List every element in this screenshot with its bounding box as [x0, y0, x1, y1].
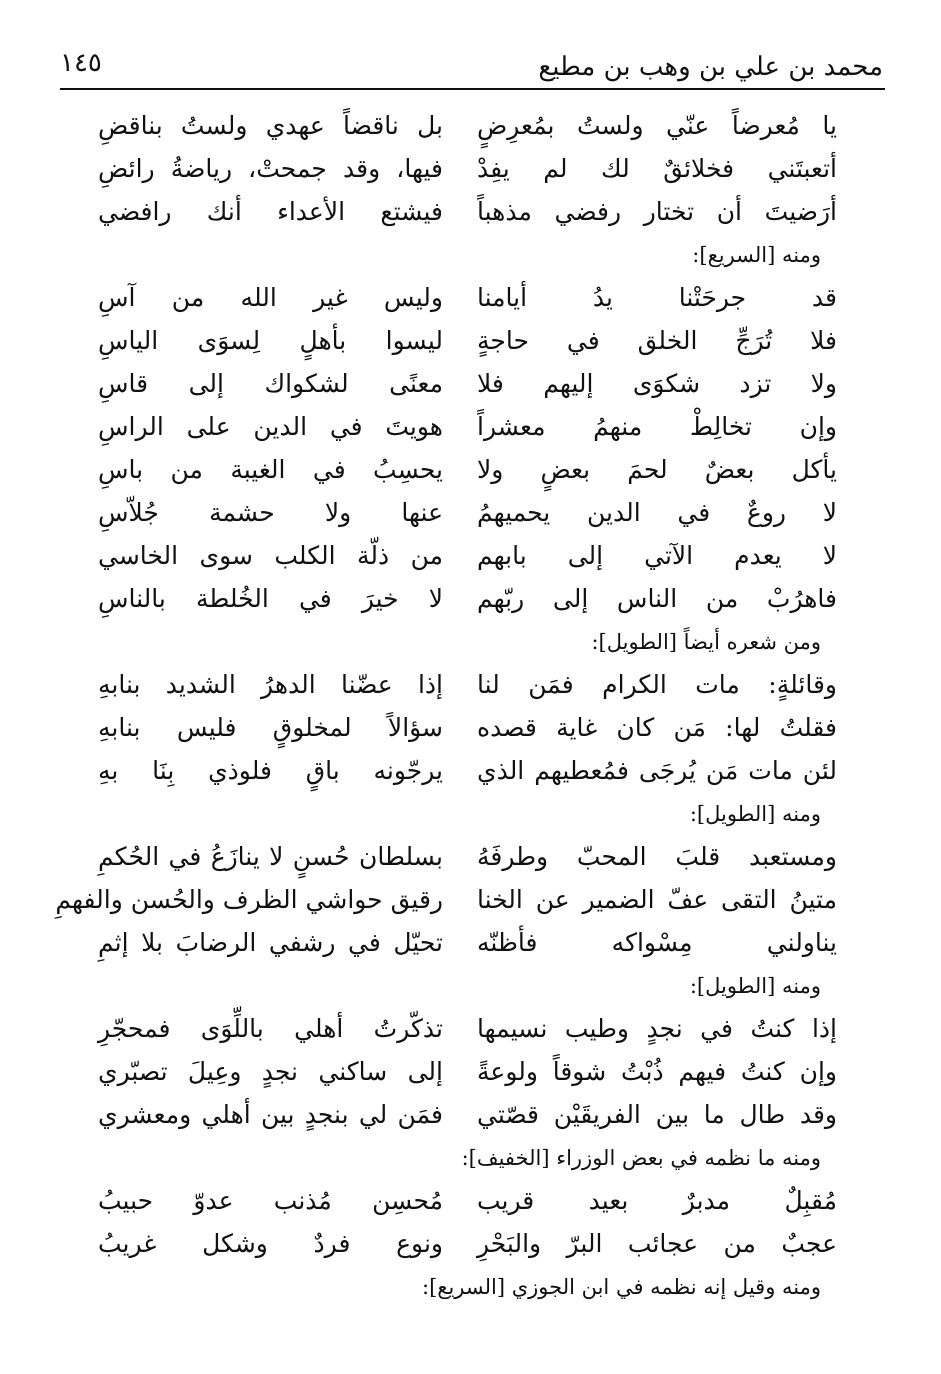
verse-second-hemistich: بسلطان حُسنٍ لا ينازَعُ في الحُكمِ: [98, 842, 443, 871]
verse-line: [0, 276, 941, 319]
verse-first-hemistich: عجبٌ من عجائب البرّ والبَحْرِ: [477, 1229, 837, 1258]
section-intro: [0, 620, 941, 663]
verse-second-hemistich: مُحسِن مُذنب عدوّ حبيبُ: [98, 1186, 443, 1215]
verse-second-hemistich: ونوع فردٌ وشكل غريبُ: [98, 1229, 443, 1258]
verse-first-hemistich: مُقبِلٌ مدبرٌ بعيد قريب: [477, 1186, 837, 1215]
verse-line: [0, 1093, 941, 1136]
verse-first-hemistich: يأكل بعضٌ لحمَ بعضٍ ولا: [477, 455, 837, 484]
verse-line: [0, 1007, 941, 1050]
verse-second-hemistich: فمَن لي بنجدٍ بين أهلي ومعشري: [98, 1100, 443, 1129]
verse-line: [0, 835, 941, 878]
verse-first-hemistich: ولا تزد شكوَى إليهم فلا: [477, 369, 837, 398]
meter-intro: ومنه وقيل إنه نظمه في ابن الجوزي [السريع]:: [422, 1275, 821, 1299]
verse-first-hemistich: وقد طال ما بين الفريقَيْن قصّتي: [477, 1100, 837, 1129]
verse-second-hemistich: بل ناقضاً عهدي ولستُ بناقضِ: [98, 111, 443, 140]
verse-second-hemistich: رقيق حواشي الظرف والحُسن والفهمِ: [55, 885, 443, 914]
verse-second-hemistich: تذكّرتُ أهلي باللِّوَى فمحجّرِ: [98, 1014, 443, 1043]
verse-first-hemistich: وإن تخالِطْ منهمُ معشراً: [477, 412, 837, 441]
verse-line: [0, 104, 941, 147]
section-intro: [0, 964, 941, 1007]
verse-second-hemistich: لا خيرَ في الخُلطة بالناسِ: [98, 584, 443, 613]
verse-second-hemistich: ليسوا بأهلٍ لِسوَى الياسِ: [98, 326, 443, 355]
verse-first-hemistich: قد جرحَتْنا يدُ أيامنا: [477, 283, 837, 312]
verse-first-hemistich: لئن مات مَن يُرجَى فمُعطيهم الذي: [477, 756, 837, 785]
meter-intro: ومنه [الطويل]:: [689, 802, 821, 826]
verse-line: [0, 491, 941, 534]
verse-first-hemistich: وقائلةٍ: مات الكرام فمَن لنا: [477, 670, 837, 699]
verse-first-hemistich: يناولني مِسْواكه فأظنّه: [477, 928, 837, 957]
verse-line: [0, 319, 941, 362]
verse-second-hemistich: تحيّل في رشفي الرضابَ بلا إثمِ: [98, 928, 443, 957]
meter-intro: ومنه [الطويل]:: [689, 974, 821, 998]
verse-second-hemistich: سؤالاً لمخلوقٍ فليس بنابهِ: [98, 713, 443, 742]
verse-second-hemistich: عنها ولا حشمة جُلاّسِ: [98, 498, 443, 527]
verse-first-hemistich: إذا كنتُ في نجدٍ وطيب نسيمها: [477, 1014, 837, 1043]
verse-first-hemistich: فلا تُرَجِّ الخلق في حاجةٍ: [477, 326, 837, 355]
verse-second-hemistich: فيشتع الأعداء أنك رافضي: [98, 197, 443, 226]
section-intro: [0, 1136, 941, 1179]
verse-second-hemistich: وليس غير الله من آسِ: [98, 283, 443, 312]
verse-line: [0, 147, 941, 190]
verse-line: [0, 663, 941, 706]
meter-intro: ومنه [السريع]:: [692, 243, 821, 267]
verse-first-hemistich: لا روعٌ في الدين يحميهمُ: [477, 498, 837, 527]
verse-second-hemistich: إذا عضّنا الدهرُ الشديد بنابهِ: [98, 670, 443, 699]
section-intro: [0, 792, 941, 835]
section-intro: [0, 233, 941, 276]
verse-line: [0, 405, 941, 448]
running-title: محمد بن علي بن وهب بن مطيع: [538, 52, 883, 82]
verse-first-hemistich: فقلتُ لها: مَن كان غاية قصده: [477, 713, 837, 742]
verse-first-hemistich: وإن كنتُ فيهم ذُبْتُ شوقاً ولوعةً: [477, 1057, 837, 1086]
verse-second-hemistich: فيها، وقد جمحتْ، رياضةُ رائضِ: [98, 154, 443, 183]
verse-line: [0, 362, 941, 405]
verse-second-hemistich: هويتَ في الدين على الراسِ: [98, 412, 443, 441]
verse-second-hemistich: إلى ساكني نجدٍ وعِيلَ تصبّري: [98, 1057, 443, 1086]
verse-line: [0, 190, 941, 233]
verse-line: [0, 534, 941, 577]
verse-line: [0, 577, 941, 620]
meter-intro: ومنه ما نظمه في بعض الوزراء [الخفيف]:: [461, 1146, 821, 1170]
verse-line: [0, 706, 941, 749]
verse-first-hemistich: يا مُعرضاً عنّي ولستُ بمُعرِضٍ: [477, 111, 837, 140]
meter-intro: ومن شعره أيضاً [الطويل]:: [591, 630, 821, 654]
header-divider: [60, 88, 885, 90]
verse-line: [0, 1222, 941, 1265]
verse-line: [0, 921, 941, 964]
verse-line: [0, 448, 941, 491]
page-header: [60, 42, 883, 88]
verse-first-hemistich: لا يعدم الآتي إلى بابهم: [477, 541, 837, 570]
verse-first-hemistich: ومستعبد قلبَ المحبّ وطرفَهُ: [477, 842, 837, 871]
verse-second-hemistich: يرجّونه باقٍ فلوذي بِنَا بهِ: [98, 756, 443, 785]
section-intro: [0, 1265, 941, 1308]
verse-second-hemistich: من ذلّة الكلب سوى الخاسي: [98, 541, 443, 570]
verse-line: [0, 1050, 941, 1093]
verse-line: [0, 1179, 941, 1222]
verse-second-hemistich: معنًى لشكواك إلى قاسِ: [98, 369, 443, 398]
verse-first-hemistich: أتعبتَني فخلائقٌ لك لم يفِدْ: [477, 154, 837, 183]
verse-first-hemistich: فاهرُبْ من الناس إلى ربّهم: [477, 584, 837, 613]
verse-line: [0, 749, 941, 792]
verse-first-hemistich: متينُ التقى عفّ الضمير عن الخنا: [477, 885, 837, 914]
poem-content: [0, 104, 941, 1308]
verse-second-hemistich: يحسِبُ في الغيبة من باسِ: [98, 455, 443, 484]
page-number: ١٤٥: [60, 48, 102, 78]
verse-first-hemistich: أرَضيتَ أن تختار رفضي مذهباً: [477, 197, 837, 226]
verse-line: [0, 878, 941, 921]
